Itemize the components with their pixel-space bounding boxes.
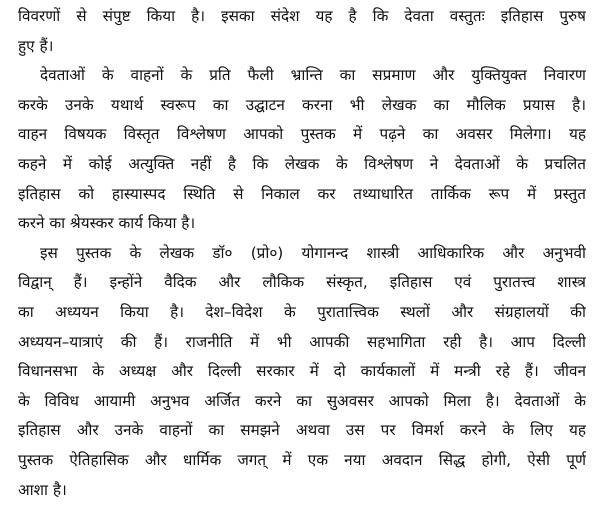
text-line: विवरणों से संपुष्ट किया है। इसका संदेश यह है कि देवता वस्तुतः इतिहास पुरुष bbox=[18, 2, 586, 32]
text-line: का अध्ययन किया है। देश–विदेश के पुरातात्त्विक स्थलों और संग्रहालयों की bbox=[18, 298, 586, 328]
text-line: अध्ययन–यात्राएं की हैं। राजनीति में भी आपकी सहभागिता रही है। आप दिल्ली bbox=[18, 328, 586, 358]
text-line: कहने में कोई अत्युक्ति नहीं है कि लेखक के विश्लेषण ने देवताओं के प्रचलित bbox=[18, 150, 586, 180]
text-line: इतिहास और उनके वाहनों का समझने अथवा उस पर विमर्श करने के लिए यह bbox=[18, 416, 586, 446]
paragraph-start-line: देवताओं के वाहनों के प्रति फैली भ्रान्ति का सप्रमाण और युक्तियुक्त निवारण bbox=[18, 61, 586, 91]
text-line: पुस्तक ऐतिहासिक और धार्मिक जगत् में एक नया अवदान सिद्ध होगी, ऐसी पूर्ण bbox=[18, 446, 586, 476]
text-line: करके उनके यथार्थ स्वरूप का उद्घाटन करना भी लेखक का मौलिक प्रयास है। bbox=[18, 91, 586, 121]
text-line: विद्वान् हैं। इन्होंने वैदिक और लौकिक संस्कृत, इतिहास एवं पुरातत्त्व शास्त्र bbox=[18, 268, 586, 298]
text-line: के विविध आयामी अनुभव अर्जित करने का सुअवसर आपको मिला है। देवताओं के bbox=[18, 387, 586, 417]
text-line: विधानसभा के अध्यक्ष और दिल्ली सरकार में दो कार्यकालों में मन्त्री रहे हैं। जीवन bbox=[18, 357, 586, 387]
text-line: इतिहास को हास्यास्पद स्थिति से निकाल कर तथ्याधारित तार्किक रूप में प्रस्तुत bbox=[18, 180, 586, 210]
text-line: वाहन विषयक विस्तृत विश्लेषण आपको पुस्तक में पढ़ने का अवसर मिलेगा। यह bbox=[18, 120, 586, 150]
text-line: करने का श्रेयस्कर कार्य किया है। bbox=[18, 209, 586, 239]
paragraph-start-line: इस पुस्तक के लेखक डॉ० (प्रो०) योगानन्द शास्त्री आधिकारिक और अनुभवी bbox=[18, 239, 586, 269]
text-line: हुए हैं। bbox=[18, 32, 586, 62]
text-line: आशा है। bbox=[18, 476, 586, 505]
